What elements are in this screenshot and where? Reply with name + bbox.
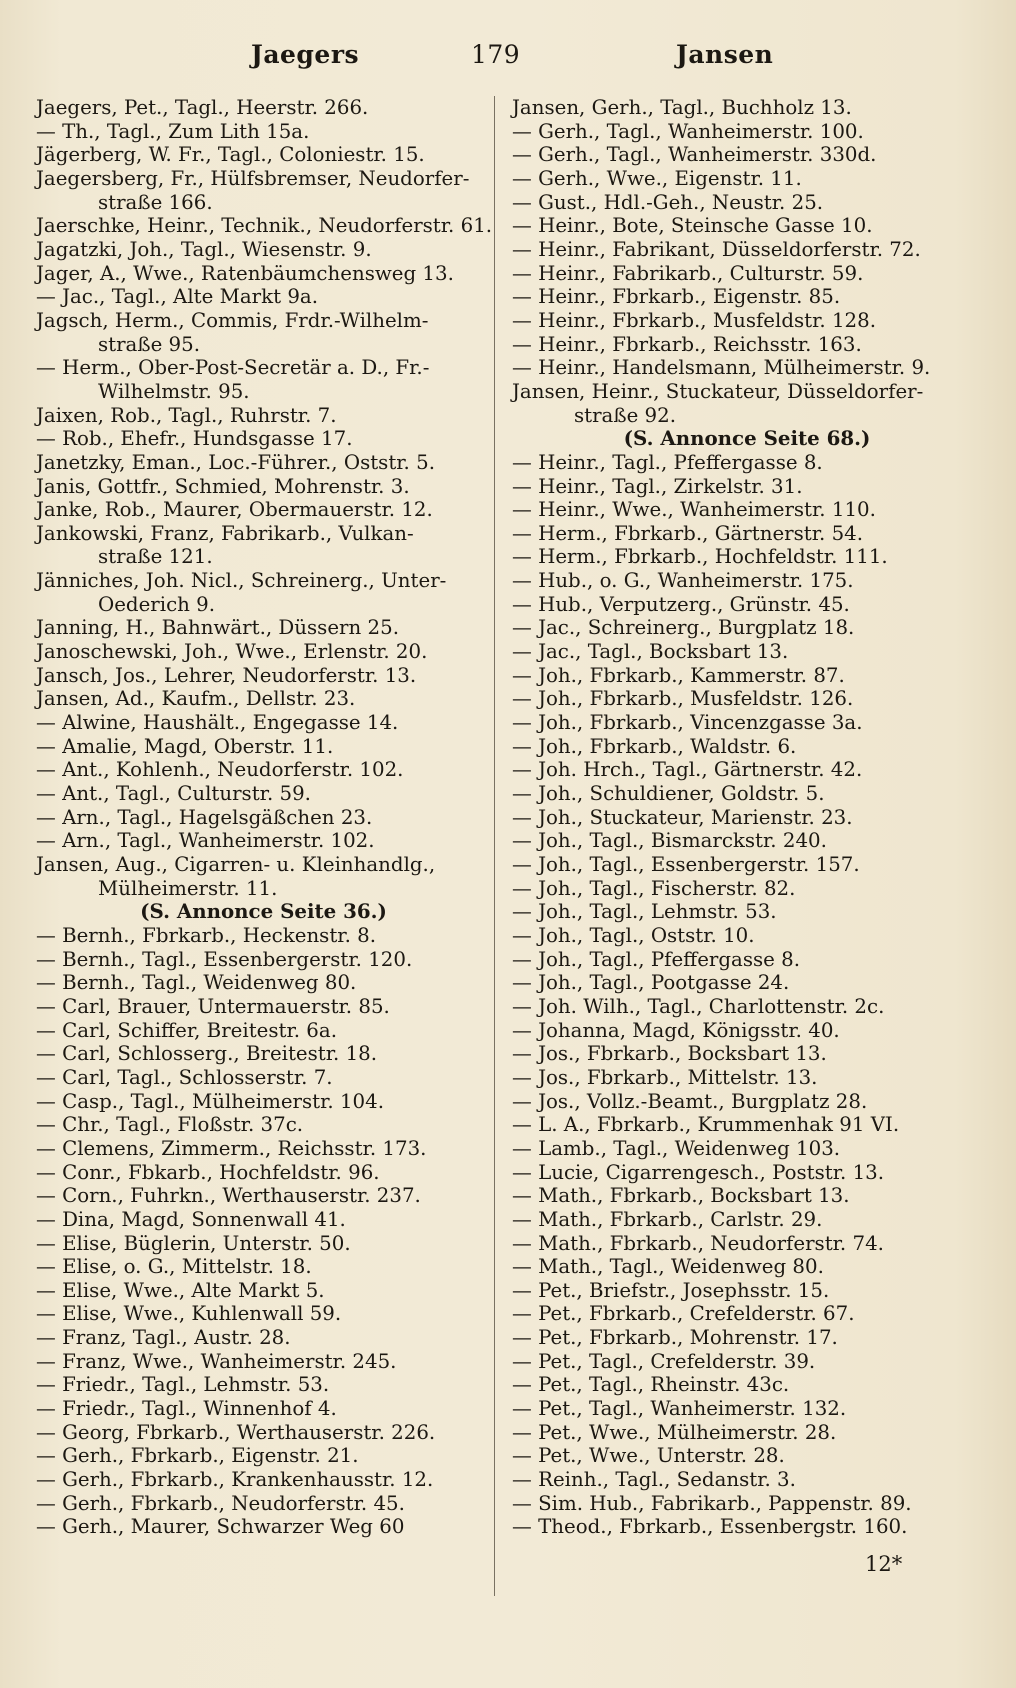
directory-entry: — Casp., Tagl., Mülheimerstr. 104. bbox=[36, 1089, 384, 1113]
directory-entry: — Math., Fbrkarb., Bocksbart 13. bbox=[512, 1184, 850, 1208]
directory-entry: — Alwine, Haushält., Engegasse 14. bbox=[36, 711, 399, 735]
directory-entry: — Heinr., Fbrkarb., Eigenstr. 85. bbox=[512, 285, 841, 309]
directory-entry: — Math., Tagl., Weidenweg 80. bbox=[512, 1255, 824, 1279]
directory-entry: — Gust., Hdl.-Geh., Neustr. 25. bbox=[512, 190, 824, 214]
directory-entry: — Carl, Schlosserg., Breitestr. 18. bbox=[36, 1042, 378, 1066]
directory-entry: — Sim. Hub., Fabrikarb., Pappenstr. 89. bbox=[512, 1491, 912, 1515]
directory-entry: — Joh., Tagl., Lehmstr. 53. bbox=[512, 900, 777, 924]
directory-entry: — Pet., Briefstr., Josephsstr. 15. bbox=[512, 1278, 830, 1302]
sheet-signature: 12* bbox=[865, 1552, 903, 1576]
directory-entry: — Jac., Schreinerg., Burgplatz 18. bbox=[512, 616, 855, 640]
directory-entry: — Friedr., Tagl., Winnenhof 4. bbox=[36, 1397, 337, 1421]
directory-entry: — Jos., Fbrkarb., Bocksbart 13. bbox=[512, 1042, 827, 1066]
directory-entry: Jaerschke, Heinr., Technik., Neudorferstr. 61. bbox=[36, 214, 493, 238]
directory-entry: — Arn., Tagl., Wanheimerstr. 102. bbox=[36, 829, 375, 853]
directory-entry: Jaixen, Rob., Tagl., Ruhrstr. 7. bbox=[36, 403, 337, 427]
directory-entry: — Pet., Tagl., Crefelderstr. 39. bbox=[512, 1349, 816, 1373]
directory-entry: Janis, Gottfr., Schmied, Mohrenstr. 3. bbox=[36, 474, 410, 498]
directory-entry: — Joh., Schuldiener, Goldstr. 5. bbox=[512, 782, 825, 806]
directory-entry: — Hub., o. G., Wanheimerstr. 175. bbox=[512, 569, 854, 593]
directory-entry: — Carl, Schiffer, Breitestr. 6a. bbox=[36, 1018, 337, 1042]
directory-entry: — Heinr., Wwe., Wanheimerstr. 110. bbox=[512, 498, 876, 522]
directory-entry: — Herm., Ober-Post-Secretär a. D., Fr.- bbox=[36, 356, 430, 380]
page-number: 179 bbox=[471, 40, 521, 69]
directory-entry: — Johanna, Magd, Königsstr. 40. bbox=[512, 1018, 840, 1042]
directory-entry: — Heinr., Fbrkarb., Musfeldstr. 128. bbox=[512, 308, 877, 332]
directory-entry: — Heinr., Tagl., Zirkelstr. 31. bbox=[512, 474, 803, 498]
directory-entry: — Corn., Fuhrkn., Werthauserstr. 237. bbox=[36, 1184, 421, 1208]
directory-entry: — Chr., Tagl., Floßstr. 37c. bbox=[36, 1113, 304, 1137]
directory-entry: — Carl, Brauer, Untermauerstr. 85. bbox=[36, 994, 390, 1018]
directory-entry: — Gerh., Fbrkarb., Eigenstr. 21. bbox=[36, 1444, 359, 1468]
directory-entry: — Pet., Fbrkarb., Crefelderstr. 67. bbox=[512, 1302, 855, 1326]
directory-entry: — Joh., Fbrkarb., Vincenzgasse 3a. bbox=[512, 711, 863, 735]
directory-entry: — Joh., Tagl., Oststr. 10. bbox=[512, 923, 755, 947]
directory-entry: Jager, A., Wwe., Ratenbäumchensweg 13. bbox=[36, 261, 454, 285]
directory-entry: — Georg, Fbrkarb., Werthauserstr. 226. bbox=[36, 1420, 436, 1444]
directory-entry: — Joh., Tagl., Bismarckstr. 240. bbox=[512, 829, 827, 853]
directory-entry: — Bernh., Tagl., Essenbergerstr. 120. bbox=[36, 947, 413, 971]
directory-entry: — Elise, Wwe., Alte Markt 5. bbox=[36, 1278, 325, 1302]
directory-entry: — Ant., Tagl., Culturstr. 59. bbox=[36, 782, 311, 806]
directory-entry: — Joh., Tagl., Pootgasse 24. bbox=[512, 971, 790, 995]
directory-entry: — Pet., Fbrkarb., Mohrenstr. 17. bbox=[512, 1326, 838, 1350]
directory-entry: Janetzky, Eman., Loc.-Führer., Oststr. 5. bbox=[36, 450, 436, 474]
directory-entry: — Elise, Büglerin, Unterstr. 50. bbox=[36, 1231, 351, 1255]
entry-continuation: straße 121. bbox=[98, 545, 213, 569]
directory-entry: — Pet., Tagl., Wanheimerstr. 132. bbox=[512, 1397, 847, 1421]
directory-entry: — Gerh., Fbrkarb., Neudorferstr. 45. bbox=[36, 1491, 405, 1515]
header-right-keyword: Jansen bbox=[676, 40, 774, 69]
directory-entry: — Th., Tagl., Zum Lith 15a. bbox=[36, 119, 310, 143]
directory-entry: — Heinr., Fbrkarb., Reichsstr. 163. bbox=[512, 332, 862, 356]
directory-entry: — Joh., Tagl., Fischerstr. 82. bbox=[512, 876, 796, 900]
column-divider bbox=[494, 96, 495, 1596]
directory-entry: — Math., Fbrkarb., Neudorferstr. 74. bbox=[512, 1231, 884, 1255]
directory-entry: — Pet., Wwe., Mülheimerstr. 28. bbox=[512, 1420, 837, 1444]
right-column bbox=[512, 96, 982, 1539]
directory-entry: — Pet., Tagl., Rheinstr. 43c. bbox=[512, 1373, 790, 1397]
directory-entry: — Friedr., Tagl., Lehmstr. 53. bbox=[36, 1373, 330, 1397]
directory-entry: — Joh. Wilh., Tagl., Charlottenstr. 2c. bbox=[512, 994, 885, 1018]
directory-entry: — Conr., Fbkarb., Hochfeldstr. 96. bbox=[36, 1160, 380, 1184]
entry-continuation: straße 95. bbox=[98, 332, 201, 356]
page-header bbox=[36, 40, 986, 90]
directory-entry: Jansen, Heinr., Stuckateur, Düsseldorfer- bbox=[512, 379, 924, 403]
header-left-keyword: Jaegers bbox=[251, 40, 360, 69]
directory-entry: — Rob., Ehefr., Hundsgasse 17. bbox=[36, 427, 353, 451]
directory-entry: — Jos., Fbrkarb., Mittelstr. 13. bbox=[512, 1065, 818, 1089]
directory-entry: — Joh., Fbrkarb., Musfeldstr. 126. bbox=[512, 687, 854, 711]
directory-entry: — Heinr., Handelsmann, Mülheimerstr. 9. bbox=[512, 356, 931, 380]
directory-entry: — Jos., Vollz.-Beamt., Burgplatz 28. bbox=[512, 1089, 868, 1113]
directory-entry: — Elise, o. G., Mittelstr. 18. bbox=[36, 1255, 312, 1279]
directory-entry: — Gerh., Fbrkarb., Krankenhausstr. 12. bbox=[36, 1468, 434, 1492]
directory-entry: — Elise, Wwe., Kuhlenwall 59. bbox=[36, 1302, 342, 1326]
directory-entry: — Arn., Tagl., Hagelsgäßchen 23. bbox=[36, 805, 373, 829]
directory-entry: — Math., Fbrkarb., Carlstr. 29. bbox=[512, 1207, 823, 1231]
directory-entry: — Joh., Tagl., Pfeffergasse 8. bbox=[512, 947, 800, 971]
directory-entry: Jagsch, Herm., Commis, Frdr.-Wilhelm- bbox=[36, 308, 429, 332]
directory-entry: Jaegers, Pet., Tagl., Heerstr. 266. bbox=[36, 96, 369, 119]
directory-entry: — Heinr., Tagl., Pfeffergasse 8. bbox=[512, 450, 823, 474]
directory-entry: — Herm., Fbrkarb., Hochfeldstr. 111. bbox=[512, 545, 888, 569]
directory-entry: — Herm., Fbrkarb., Gärtnerstr. 54. bbox=[512, 521, 864, 545]
directory-entry: — Bernh., Fbrkarb., Heckenstr. 8. bbox=[36, 923, 377, 947]
entry-continuation: straße 166. bbox=[98, 190, 213, 214]
directory-entry: — Clemens, Zimmerm., Reichsstr. 173. bbox=[36, 1136, 427, 1160]
directory-entry: Janning, H., Bahnwärt., Düssern 25. bbox=[36, 616, 399, 640]
directory-entry: — Heinr., Fabrikant, Düsseldorferstr. 72. bbox=[512, 237, 921, 261]
directory-entry: — Gerh., Maurer, Schwarzer Weg 60 bbox=[36, 1515, 405, 1539]
entry-continuation: Mülheimerstr. 11. bbox=[98, 876, 278, 900]
directory-entry: — Franz, Tagl., Austr. 28. bbox=[36, 1326, 291, 1350]
directory-entry: Jansen, Ad., Kaufm., Dellstr. 23. bbox=[36, 687, 356, 711]
left-column bbox=[36, 96, 491, 1539]
directory-entry: — Hub., Verputzerg., Grünstr. 45. bbox=[512, 592, 850, 616]
directory-entry: — Joh., Fbrkarb., Waldstr. 6. bbox=[512, 734, 797, 758]
directory-entry: Jagatzki, Joh., Tagl., Wiesenstr. 9. bbox=[36, 237, 372, 261]
directory-entry: — Joh., Fbrkarb., Kammerstr. 87. bbox=[512, 663, 845, 687]
directory-entry: — Franz, Wwe., Wanheimerstr. 245. bbox=[36, 1349, 397, 1373]
directory-entry: Jankowski, Franz, Fabrikarb., Vulkan- bbox=[36, 521, 414, 545]
directory-entry: Jansen, Aug., Cigarren- u. Kleinhandlg., bbox=[36, 853, 436, 876]
entry-continuation: Wilhelmstr. 95. bbox=[98, 379, 250, 403]
directory-entry: Janoschewski, Joh., Wwe., Erlenstr. 20. bbox=[36, 640, 428, 664]
directory-entry: — Dina, Magd, Sonnenwall 41. bbox=[36, 1207, 346, 1231]
entry-continuation: Oederich 9. bbox=[98, 592, 216, 616]
directory-entry: — Ant., Kohlenh., Neudorferstr. 102. bbox=[36, 758, 404, 782]
directory-entry: — Lucie, Cigarrengesch., Poststr. 13. bbox=[512, 1160, 885, 1184]
directory-entry: Jansch, Jos., Lehrer, Neudorferstr. 13. bbox=[36, 663, 417, 687]
directory-entry: Jaegersberg, Fr., Hülfsbremser, Neudorfer- bbox=[36, 166, 470, 190]
annonce-reference: (S. Annonce Seite 68.) bbox=[623, 426, 871, 451]
directory-entry: Jägerberg, W. Fr., Tagl., Coloniestr. 15. bbox=[36, 143, 425, 167]
directory-entry: Janke, Rob., Maurer, Obermauerstr. 12. bbox=[36, 498, 433, 522]
directory-entry: — Jac., Tagl., Alte Markt 9a. bbox=[36, 285, 318, 309]
directory-entry: — Joh., Stuckateur, Marienstr. 23. bbox=[512, 805, 853, 829]
entry-continuation: straße 92. bbox=[574, 403, 677, 427]
directory-entry: — Joh., Tagl., Essenbergerstr. 157. bbox=[512, 853, 860, 876]
directory-entry: — Bernh., Tagl., Weidenweg 80. bbox=[36, 971, 357, 995]
directory-entry: — L. A., Fbrkarb., Krummenhak 91 VI. bbox=[512, 1113, 900, 1137]
directory-entry: — Carl, Tagl., Schlosserstr. 7. bbox=[36, 1065, 333, 1089]
directory-entry: — Gerh., Tagl., Wanheimerstr. 330d. bbox=[512, 143, 877, 167]
directory-entry: — Gerh., Tagl., Wanheimerstr. 100. bbox=[512, 119, 864, 143]
directory-entry: — Heinr., Bote, Steinsche Gasse 10. bbox=[512, 214, 873, 238]
directory-entry: — Reinh., Tagl., Sedanstr. 3. bbox=[512, 1468, 796, 1492]
directory-entry: — Gerh., Wwe., Eigenstr. 11. bbox=[512, 166, 802, 190]
directory-entry: — Amalie, Magd, Oberstr. 11. bbox=[36, 734, 334, 758]
directory-entry: — Jac., Tagl., Bocksbart 13. bbox=[512, 640, 789, 664]
directory-entry: — Theod., Fbrkarb., Essenbergstr. 160. bbox=[512, 1515, 908, 1539]
directory-entry: — Heinr., Fabrikarb., Culturstr. 59. bbox=[512, 261, 864, 285]
directory-entry: — Lamb., Tagl., Weidenweg 103. bbox=[512, 1136, 841, 1160]
directory-entry: Jansen, Gerh., Tagl., Buchholz 13. bbox=[512, 96, 852, 119]
directory-entry: Jänniches, Joh. Nicl., Schreinerg., Unter- bbox=[36, 569, 447, 593]
directory-entry: — Joh. Hrch., Tagl., Gärtnerstr. 42. bbox=[512, 758, 863, 782]
directory-entry: — Pet., Wwe., Unterstr. 28. bbox=[512, 1444, 785, 1468]
annonce-reference: (S. Annonce Seite 36.) bbox=[140, 899, 387, 924]
